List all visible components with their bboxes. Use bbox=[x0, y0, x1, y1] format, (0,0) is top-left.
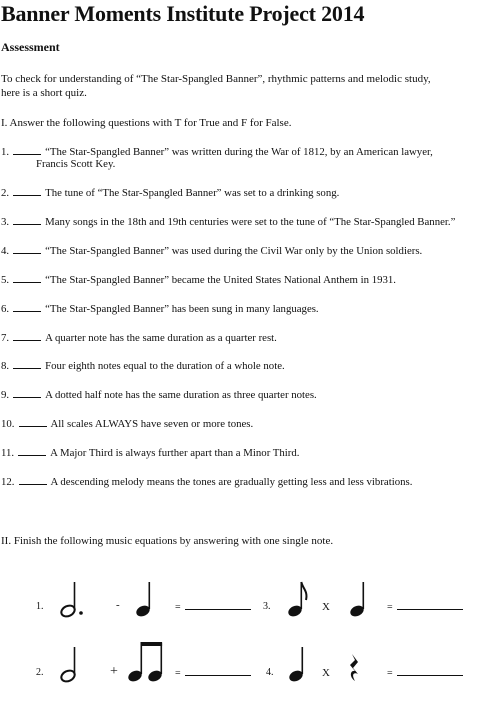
dotted-half-note-icon bbox=[60, 580, 84, 620]
intro-line-1: To check for understanding of “The Star-Spangled Banner”, rhythmic patterns and melodic study, bbox=[1, 73, 431, 85]
eighth-note-icon bbox=[288, 580, 308, 620]
question-item bbox=[1, 418, 253, 430]
answer-blank[interactable] bbox=[13, 194, 41, 196]
question-text: “The Star-Spangled Banner” has been sung in many languages. bbox=[45, 303, 319, 315]
intro-text bbox=[1, 72, 431, 100]
quarter-note-icon bbox=[350, 580, 366, 620]
equation-3-number: 3. bbox=[263, 601, 271, 612]
equation-4-number: 4. bbox=[266, 667, 274, 678]
question-item bbox=[1, 187, 339, 199]
question-text: All scales ALWAYS have seven or more tones. bbox=[50, 418, 254, 430]
quarter-note-icon bbox=[136, 580, 152, 620]
question-number: 11. bbox=[1, 447, 15, 459]
question-text: “The Star-Spangled Banner” became the United States National Anthem in 1931. bbox=[45, 274, 396, 286]
equation-1-answer[interactable]: = bbox=[175, 602, 251, 613]
equation-1-operator: - bbox=[116, 599, 120, 611]
question-item bbox=[1, 146, 433, 170]
equation-4-operator: X bbox=[322, 667, 330, 679]
question-text: “The Star-Spangled Banner” was used during the Civil War only by the Union soldiers. bbox=[45, 245, 423, 257]
answer-blank[interactable] bbox=[13, 367, 41, 369]
question-item bbox=[1, 476, 412, 488]
question-text: Four eighth notes equal to the duration of a whole note. bbox=[45, 360, 285, 372]
question-text-continued: Francis Scott Key. bbox=[36, 158, 116, 170]
half-note-icon bbox=[60, 645, 80, 685]
answer-blank[interactable] bbox=[13, 396, 41, 398]
question-number: 8. bbox=[1, 360, 10, 372]
question-number: 4. bbox=[1, 245, 10, 257]
answer-blank[interactable] bbox=[19, 425, 47, 427]
question-item bbox=[1, 245, 422, 257]
question-number: 6. bbox=[1, 303, 10, 315]
question-item bbox=[1, 332, 277, 344]
question-number: 10. bbox=[1, 418, 15, 430]
answer-blank[interactable] bbox=[13, 310, 41, 312]
equation-2-answer[interactable]: = bbox=[175, 668, 251, 679]
quarter-rest-icon bbox=[348, 653, 362, 683]
question-number: 7. bbox=[1, 332, 10, 344]
question-text: A dotted half note has the same duration as three quarter notes. bbox=[45, 389, 317, 401]
question-text: “The Star-Spangled Banner” was written during the War of 1812, by an American lawyer, bbox=[45, 146, 433, 158]
part1-instruction: I. Answer the following questions with T for True and F for False. bbox=[1, 117, 292, 129]
question-text: Many songs in the 18th and 19th centuries were set to the tune of “The Star-Spangled Banner.” bbox=[45, 216, 456, 228]
question-text: A Major Third is always further apart than a Minor Third. bbox=[50, 447, 300, 459]
question-number: 9. bbox=[1, 389, 10, 401]
answer-blank[interactable] bbox=[13, 223, 41, 225]
question-number: 12. bbox=[1, 476, 15, 488]
question-item bbox=[1, 360, 285, 372]
section-heading: Assessment bbox=[1, 40, 60, 54]
answer-blank[interactable] bbox=[13, 153, 41, 155]
question-number: 5. bbox=[1, 274, 10, 286]
beamed-eighth-notes-icon bbox=[128, 640, 168, 685]
question-text: A descending melody means the tones are gradually getting less and less vibrations. bbox=[50, 476, 413, 488]
equation-2-number: 2. bbox=[36, 667, 44, 678]
answer-blank[interactable] bbox=[19, 483, 47, 485]
question-item bbox=[1, 303, 319, 315]
question-text: A quarter note has the same duration as a quarter rest. bbox=[45, 332, 277, 344]
equation-3-answer[interactable]: = bbox=[387, 602, 463, 613]
question-number: 3. bbox=[1, 216, 10, 228]
equation-2-operator: + bbox=[110, 664, 118, 679]
part2-instruction: II. Finish the following music equations by answering with one single note. bbox=[1, 535, 334, 547]
answer-blank[interactable] bbox=[13, 281, 41, 283]
question-item bbox=[1, 389, 317, 401]
question-item bbox=[1, 216, 455, 228]
intro-line-2: here is a short quiz. bbox=[1, 87, 87, 99]
question-item bbox=[1, 447, 299, 459]
question-number: 2. bbox=[1, 187, 10, 199]
question-item bbox=[1, 274, 396, 286]
question-number: 1. bbox=[1, 146, 10, 158]
answer-blank[interactable] bbox=[13, 252, 41, 254]
answer-blank[interactable] bbox=[18, 454, 46, 456]
question-text: The tune of “The Star-Spangled Banner” was set to a drinking song. bbox=[45, 187, 340, 199]
quarter-note-icon bbox=[289, 645, 305, 685]
document-title: Banner Moments Institute Project 2014 bbox=[1, 1, 365, 26]
equation-1-number: 1. bbox=[36, 601, 44, 612]
equation-3-operator: X bbox=[322, 601, 330, 613]
equation-4-answer[interactable]: = bbox=[387, 668, 463, 679]
answer-blank[interactable] bbox=[13, 339, 41, 341]
